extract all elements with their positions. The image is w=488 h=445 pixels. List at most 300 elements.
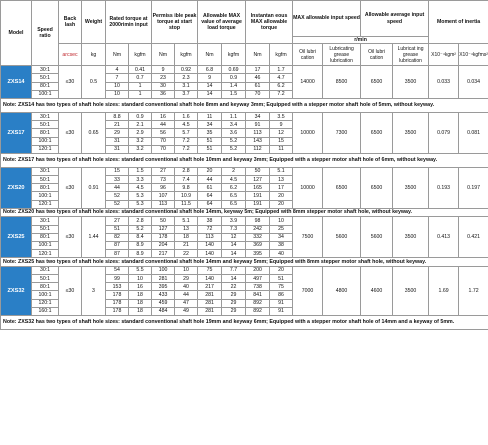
peak-torque-kgfm: 49 [175, 307, 198, 315]
rated-torque-nm: 44 [106, 184, 129, 192]
instant-torque-nm: 841 [246, 291, 270, 299]
model-name: ZXS17 [1, 112, 32, 153]
instant-torque-nm: 738 [246, 283, 270, 291]
note-text: Note: ZXS20 has two types of shaft hole sizes: standard conventional shaft hole 14mm, keyway 5m; Equipped with 8mm stepper motor shaft hole, without keyway. [1, 208, 488, 217]
rated-torque-kgfm: 2.9 [129, 129, 152, 137]
avg-torque-nm: 281 [198, 307, 222, 315]
peak-torque-kgfm: 44 [175, 291, 198, 299]
speed-ratio: 50:1 [32, 176, 59, 184]
instant-torque-nm: 34 [246, 112, 270, 120]
peak-torque-kgfm: 13 [175, 225, 198, 233]
rated-torque-nm: 8.8 [106, 112, 129, 120]
rated-torque-kgfm: 5.5 [129, 266, 152, 274]
rated-torque-nm: 82 [106, 233, 129, 241]
avg-torque-nm: 64 [198, 192, 222, 200]
table-row [1, 266, 488, 274]
instant-torque-nm: 892 [246, 299, 270, 307]
peak-torque-kgfm: 3.7 [175, 90, 198, 98]
speed-ratio: 30:1 [32, 266, 59, 274]
rated-torque-nm: 153 [106, 283, 129, 291]
peak-torque-kgfm: 10.9 [175, 192, 198, 200]
peak-torque-kgfm: 5.1 [175, 217, 198, 225]
unit-nm: Nm [152, 44, 175, 66]
peak-torque-nm: 96 [152, 184, 175, 192]
speed-ratio: 80:1 [32, 82, 59, 90]
rated-torque-kgfm: 5.3 [129, 192, 152, 200]
speed-ratio: 160:1 [32, 307, 59, 315]
peak-torque-kgfm: 4.5 [175, 121, 198, 129]
avg-torque-nm: 51 [198, 137, 222, 145]
instant-torque-nm: 191 [246, 200, 270, 208]
max-speed-grease-value: 6500 [323, 167, 361, 208]
speed-ratio: 120:1 [32, 200, 59, 208]
avg-torque-kgfm: 2 [222, 167, 246, 175]
speed-ratio: 120:1 [32, 250, 59, 258]
peak-torque-kgfm: 22 [175, 250, 198, 258]
peak-torque-kgfm: 40 [175, 283, 198, 291]
rated-torque-nm: 178 [106, 291, 129, 299]
instant-torque-kgfm: 34 [270, 233, 293, 241]
rated-torque-kgfm: 5.2 [129, 225, 152, 233]
peak-torque-nm: 50 [152, 217, 175, 225]
instant-torque-nm: 17 [246, 66, 270, 74]
rated-torque-nm: 27 [106, 217, 129, 225]
peak-torque-nm: 70 [152, 137, 175, 145]
instant-torque-nm: 242 [246, 225, 270, 233]
avg-torque-kgfm: 29 [222, 291, 246, 299]
inertia-kgm2-value: 0.193 [429, 167, 459, 208]
peak-torque-kgfm: 3.1 [175, 82, 198, 90]
header-moment-of-inertia: Moment of inertia [429, 1, 488, 44]
peak-torque-nm: 73 [152, 176, 175, 184]
unit-kgfm: kgfm [129, 44, 152, 66]
rated-torque-nm: 178 [106, 307, 129, 315]
rated-torque-nm: 31 [106, 145, 129, 153]
instant-torque-kgfm: 25 [270, 225, 293, 233]
speed-ratio: 30:1 [32, 112, 59, 120]
avg-torque-nm: 34 [198, 121, 222, 129]
avg-torque-kgfm: 7.7 [222, 266, 246, 274]
avg-speed-grease-value: 3500 [393, 66, 429, 99]
speed-ratio: 100:1 [32, 137, 59, 145]
unit-arcsec: arcsec [59, 44, 82, 66]
speed-ratio: 100:1 [32, 291, 59, 299]
avg-torque-kgfm: 29 [222, 299, 246, 307]
unit-kgfm: kgfm [270, 44, 293, 66]
header-speed-unit: r/min [293, 37, 429, 44]
avg-torque-nm: 140 [198, 241, 222, 249]
peak-torque-nm: 107 [152, 192, 175, 200]
peak-torque-kgfm: 9.8 [175, 184, 198, 192]
avg-speed-oil-value: 6500 [361, 66, 393, 99]
peak-torque-kgfm: 18 [175, 233, 198, 241]
peak-torque-nm: 433 [152, 291, 175, 299]
backlash-value: ≤30 [59, 112, 82, 153]
rated-torque-nm: 52 [106, 192, 129, 200]
rated-torque-nm: 87 [106, 241, 129, 249]
rated-torque-kgfm: 10 [129, 274, 152, 282]
peak-torque-nm: 459 [152, 299, 175, 307]
avg-torque-kgfm: 6.2 [222, 184, 246, 192]
instant-torque-kgfm: 4.7 [270, 74, 293, 82]
rated-torque-kgfm: 1 [129, 82, 152, 90]
max-speed-grease-value: 8500 [323, 66, 361, 99]
note-text: Note: ZXS17 has two types of shaft hole sizes: standard conventional shaft hole 10mm and keyway 3mm; Equipped with a stepper motor shaft hole of 6mm, without keyway. [1, 153, 488, 167]
instant-torque-nm: 70 [246, 90, 270, 98]
rated-torque-kgfm: 4.5 [129, 184, 152, 192]
rated-torque-nm: 31 [106, 137, 129, 145]
avg-torque-kgfm: 14 [222, 250, 246, 258]
avg-torque-nm: 14 [198, 82, 222, 90]
peak-torque-nm: 484 [152, 307, 175, 315]
rated-torque-kgfm: 8.9 [129, 250, 152, 258]
inertia-kgm2-value: 0.033 [429, 66, 459, 99]
avg-torque-nm: 38 [198, 217, 222, 225]
instant-torque-kgfm: 17 [270, 184, 293, 192]
instant-torque-nm: 61 [246, 82, 270, 90]
instant-torque-kgfm: 20 [270, 266, 293, 274]
peak-torque-kgfm: 47 [175, 299, 198, 307]
avg-torque-kgfm: 3.4 [222, 121, 246, 129]
backlash-value: ≤30 [59, 66, 82, 99]
avg-speed-oil-value: 5600 [361, 217, 393, 258]
unit-kgfm: kgfm [175, 44, 198, 66]
table-row [1, 167, 488, 175]
rated-torque-kgfm: 2.8 [129, 217, 152, 225]
avg-speed-grease-value: 3500 [393, 112, 429, 153]
instant-torque-nm: 46 [246, 74, 270, 82]
max-speed-grease-value: 4800 [323, 266, 361, 315]
inertia-kgfms2-value: 1.72 [459, 266, 488, 315]
speed-ratio: 80:1 [32, 129, 59, 137]
avg-torque-nm: 61 [198, 184, 222, 192]
peak-torque-kgfm: 11.5 [175, 200, 198, 208]
speed-ratio: 80:1 [32, 283, 59, 291]
avg-torque-kgfm: 7.3 [222, 225, 246, 233]
instant-torque-nm: 113 [246, 129, 270, 137]
header-grease-lubrication: Lubricating grease lubrication [323, 44, 361, 66]
backlash-value: ≤30 [59, 266, 82, 315]
weight-value: 0.65 [82, 112, 106, 153]
model-name: ZXS25 [1, 217, 32, 258]
avg-torque-nm: 9 [198, 74, 222, 82]
instant-torque-nm: 497 [246, 274, 270, 282]
peak-torque-nm: 56 [152, 129, 175, 137]
speed-ratio: 100:1 [32, 241, 59, 249]
avg-torque-kgfm: 14 [222, 274, 246, 282]
peak-torque-nm: 281 [152, 274, 175, 282]
avg-torque-kgfm: 22 [222, 283, 246, 291]
table-body [1, 66, 488, 330]
inertia-kgm2-value: 0.413 [429, 217, 459, 258]
header-oil-lubrication-average: Oil lubri cation [361, 44, 393, 66]
avg-torque-kgfm: 6.5 [222, 192, 246, 200]
speed-ratio: 30:1 [32, 217, 59, 225]
peak-torque-kgfm: 2.3 [175, 74, 198, 82]
unit-nm: Nm [246, 44, 270, 66]
avg-torque-nm: 35 [198, 129, 222, 137]
peak-torque-kgfm: 10 [175, 266, 198, 274]
avg-torque-nm: 14 [198, 90, 222, 98]
table-row [1, 112, 488, 120]
inertia-kgfms2-value: 0.197 [459, 167, 488, 208]
avg-torque-nm: 140 [198, 250, 222, 258]
header-backlash: Back lash [59, 1, 82, 44]
rated-torque-kgfm: 16 [129, 283, 152, 291]
instant-torque-nm: 98 [246, 217, 270, 225]
peak-torque-nm: 100 [152, 266, 175, 274]
avg-torque-nm: 72 [198, 225, 222, 233]
avg-torque-kgfm: 29 [222, 307, 246, 315]
instant-torque-kgfm: 20 [270, 192, 293, 200]
avg-torque-kgfm: 5.2 [222, 145, 246, 153]
header-average-input-speed: Allowable average input speed [361, 1, 429, 37]
max-speed-oil-value: 10000 [293, 167, 323, 208]
header-grease-lubrication-average: Lubricat ing grease lubrication [393, 44, 429, 66]
rated-torque-nm: 10 [106, 82, 129, 90]
peak-torque-kgfm: 2.8 [175, 167, 198, 175]
peak-torque-kgfm: 7.2 [175, 145, 198, 153]
note-row [1, 98, 488, 112]
instant-torque-kgfm: 11 [270, 145, 293, 153]
avg-torque-kgfm: 6.5 [222, 200, 246, 208]
header-max-input-speed: MAX allowable input speed [293, 1, 361, 37]
rated-torque-nm: 4 [106, 66, 129, 74]
header-weight: Weight [82, 1, 106, 44]
avg-torque-kgfm: 5.2 [222, 137, 246, 145]
header-allowable-average-torque: Allowable MAX value of average load torque [198, 1, 246, 44]
model-name: ZXS14 [1, 66, 32, 99]
instant-torque-kgfm: 91 [270, 299, 293, 307]
rated-torque-nm: 33 [106, 176, 129, 184]
instant-torque-kgfm: 86 [270, 291, 293, 299]
rated-torque-kgfm: 3.3 [129, 176, 152, 184]
unit-kgfms2: X10⁻⁴kgfms² [459, 44, 488, 66]
rated-torque-kgfm: 0.9 [129, 112, 152, 120]
speed-ratio: 50:1 [32, 274, 59, 282]
avg-speed-grease-value: 3500 [393, 266, 429, 315]
note-row [1, 258, 488, 267]
inertia-kgfms2-value: 0.081 [459, 112, 488, 153]
table-row [1, 217, 488, 225]
rated-torque-kgfm: 3.2 [129, 145, 152, 153]
header-permissible-peak-torque: Permiss ible peak torque at start stop [152, 1, 198, 44]
instant-torque-nm: 191 [246, 192, 270, 200]
rated-torque-kgfm: 0.41 [129, 66, 152, 74]
instant-torque-nm: 395 [246, 250, 270, 258]
rated-torque-nm: 51 [106, 225, 129, 233]
avg-torque-kgfm: 0.9 [222, 74, 246, 82]
header-model: Model [1, 1, 32, 66]
max-speed-grease-value: 5600 [323, 217, 361, 258]
speed-ratio: 100:1 [32, 90, 59, 98]
max-speed-oil-value: 7500 [293, 217, 323, 258]
rated-torque-kgfm: 18 [129, 307, 152, 315]
backlash-value: ≤30 [59, 167, 82, 208]
avg-torque-kgfm: 4.5 [222, 176, 246, 184]
instant-torque-kgfm: 91 [270, 307, 293, 315]
peak-torque-kgfm: 1.6 [175, 112, 198, 120]
instant-torque-nm: 332 [246, 233, 270, 241]
unit-nm: Nm [106, 44, 129, 66]
avg-speed-oil-value: 6500 [361, 167, 393, 208]
speed-ratio: 30:1 [32, 167, 59, 175]
avg-torque-kgfm: 1.4 [222, 82, 246, 90]
instant-torque-kgfm: 9 [270, 121, 293, 129]
rated-torque-nm: 54 [106, 266, 129, 274]
unit-kg: kg [82, 44, 106, 66]
rated-torque-nm: 87 [106, 250, 129, 258]
avg-speed-oil-value: 6500 [361, 112, 393, 153]
peak-torque-nm: 44 [152, 121, 175, 129]
avg-torque-nm: 20 [198, 167, 222, 175]
rated-torque-kgfm: 1.5 [129, 167, 152, 175]
avg-torque-kgfm: 3.6 [222, 129, 246, 137]
peak-torque-nm: 395 [152, 283, 175, 291]
max-speed-grease-value: 7300 [323, 112, 361, 153]
max-speed-oil-value: 14000 [293, 66, 323, 99]
weight-value: 0.5 [82, 66, 106, 99]
instant-torque-kgfm: 1.7 [270, 66, 293, 74]
avg-torque-kgfm: 3.9 [222, 217, 246, 225]
instant-torque-nm: 143 [246, 137, 270, 145]
header-rated-torque: Rated torque at 2000rimin input [106, 1, 152, 44]
speed-ratio: 30:1 [32, 66, 59, 74]
peak-torque-kgfm: 21 [175, 241, 198, 249]
instant-torque-kgfm: 40 [270, 250, 293, 258]
note-row [1, 315, 488, 329]
peak-torque-nm: 30 [152, 82, 175, 90]
avg-torque-nm: 44 [198, 176, 222, 184]
speed-ratio: 50:1 [32, 121, 59, 129]
unit-kgm2: X10⁻⁴kgm² [429, 44, 459, 66]
instant-torque-nm: 50 [246, 167, 270, 175]
weight-value: 3 [82, 266, 106, 315]
backlash-value: ≤30 [59, 217, 82, 258]
peak-torque-nm: 178 [152, 233, 175, 241]
peak-torque-nm: 9 [152, 66, 175, 74]
speed-ratio: 120:1 [32, 145, 59, 153]
avg-torque-nm: 113 [198, 233, 222, 241]
max-speed-oil-value: 7000 [293, 266, 323, 315]
avg-torque-nm: 6.8 [198, 66, 222, 74]
model-name: ZXS32 [1, 266, 32, 315]
rated-torque-kgfm: 8.4 [129, 233, 152, 241]
avg-torque-nm: 11 [198, 112, 222, 120]
speed-ratio: 50:1 [32, 74, 59, 82]
speed-ratio: 80:1 [32, 184, 59, 192]
rated-torque-nm: 52 [106, 200, 129, 208]
instant-torque-nm: 112 [246, 145, 270, 153]
avg-torque-kgfm: 14 [222, 241, 246, 249]
avg-torque-nm: 217 [198, 283, 222, 291]
instant-torque-kgfm: 3.5 [270, 112, 293, 120]
instant-torque-kgfm: 6.2 [270, 82, 293, 90]
avg-torque-nm: 140 [198, 274, 222, 282]
peak-torque-kgfm: 0.92 [175, 66, 198, 74]
instant-torque-nm: 200 [246, 266, 270, 274]
instant-torque-kgfm: 12 [270, 129, 293, 137]
avg-torque-nm: 51 [198, 145, 222, 153]
rated-torque-nm: 178 [106, 299, 129, 307]
instant-torque-nm: 165 [246, 184, 270, 192]
weight-value: 1.44 [82, 217, 106, 258]
avg-torque-kgfm: 1.5 [222, 90, 246, 98]
rated-torque-kgfm: 2.1 [129, 121, 152, 129]
note-row [1, 208, 488, 217]
rated-torque-kgfm: 0.7 [129, 74, 152, 82]
avg-torque-nm: 281 [198, 291, 222, 299]
instant-torque-kgfm: 10 [270, 217, 293, 225]
avg-torque-kgfm: 12 [222, 233, 246, 241]
inertia-kgm2-value: 0.079 [429, 112, 459, 153]
rated-torque-nm: 15 [106, 167, 129, 175]
instant-torque-kgfm: 15 [270, 137, 293, 145]
note-text: Note: ZXS32 has two types of shaft hole sizes: standard conventional shaft hole 19mm and keyway 6mm; Equipped with a stepper motor shaft hole of 14mm and a keyway of 5mm. [1, 315, 488, 329]
note-text: Note: ZXS25 has two types of shaft hole sizes: standard conventional shaft hole 14mm and keyway 5mm; Equipped with 8mm stepper motor shaft hole, without keyway. [1, 258, 488, 267]
rated-torque-kgfm: 3.2 [129, 137, 152, 145]
peak-torque-nm: 113 [152, 200, 175, 208]
instant-torque-kgfm: 38 [270, 241, 293, 249]
inertia-kgfms2-value: 0.034 [459, 66, 488, 99]
header-speed-ratio: Speed ratio [32, 1, 59, 66]
note-text: Note: ZXS14 has two types of shaft hole sizes: standard conventional shaft hole 8mm and keyway 3mm; Equipped with a stepper motor shaft hole of 5mm, without keyway. [1, 98, 488, 112]
rated-torque-kgfm: 1 [129, 90, 152, 98]
inertia-kgm2-value: 1.69 [429, 266, 459, 315]
rated-torque-nm: 10 [106, 90, 129, 98]
instant-torque-kgfm: 20 [270, 200, 293, 208]
peak-torque-nm: 127 [152, 225, 175, 233]
avg-torque-kgfm: 0.69 [222, 66, 246, 74]
instant-torque-nm: 892 [246, 307, 270, 315]
inertia-kgfms2-value: 0.421 [459, 217, 488, 258]
model-name: ZXS20 [1, 167, 32, 208]
peak-torque-nm: 204 [152, 241, 175, 249]
peak-torque-nm: 23 [152, 74, 175, 82]
avg-torque-nm: 75 [198, 266, 222, 274]
rated-torque-kgfm: 18 [129, 299, 152, 307]
rated-torque-nm: 29 [106, 129, 129, 137]
peak-torque-kgfm: 7.4 [175, 176, 198, 184]
unit-nm: Nm [198, 44, 222, 66]
weight-value: 0.91 [82, 167, 106, 208]
peak-torque-nm: 70 [152, 145, 175, 153]
peak-torque-kgfm: 29 [175, 274, 198, 282]
note-row [1, 153, 488, 167]
avg-torque-nm: 281 [198, 299, 222, 307]
avg-speed-grease-value: 3500 [393, 167, 429, 208]
peak-torque-nm: 217 [152, 250, 175, 258]
peak-torque-nm: 16 [152, 112, 175, 120]
avg-speed-oil-value: 4600 [361, 266, 393, 315]
unit-kgfm: kgfm [222, 44, 246, 66]
instant-torque-kgfm: 13 [270, 176, 293, 184]
rated-torque-nm: 99 [106, 274, 129, 282]
instant-torque-kgfm: 75 [270, 283, 293, 291]
peak-torque-nm: 27 [152, 167, 175, 175]
rated-torque-kgfm: 8.9 [129, 241, 152, 249]
max-speed-oil-value: 10000 [293, 112, 323, 153]
header-instantaneous-max-torque: Instantan eous MAX allowable torque [246, 1, 293, 44]
speed-ratio: 80:1 [32, 233, 59, 241]
instant-torque-kgfm: 51 [270, 274, 293, 282]
rated-torque-nm: 7 [106, 74, 129, 82]
table-row [1, 66, 488, 74]
instant-torque-nm: 369 [246, 241, 270, 249]
avg-speed-grease-value: 3500 [393, 217, 429, 258]
instant-torque-kgfm: 5.1 [270, 167, 293, 175]
speed-ratio: 50:1 [32, 225, 59, 233]
